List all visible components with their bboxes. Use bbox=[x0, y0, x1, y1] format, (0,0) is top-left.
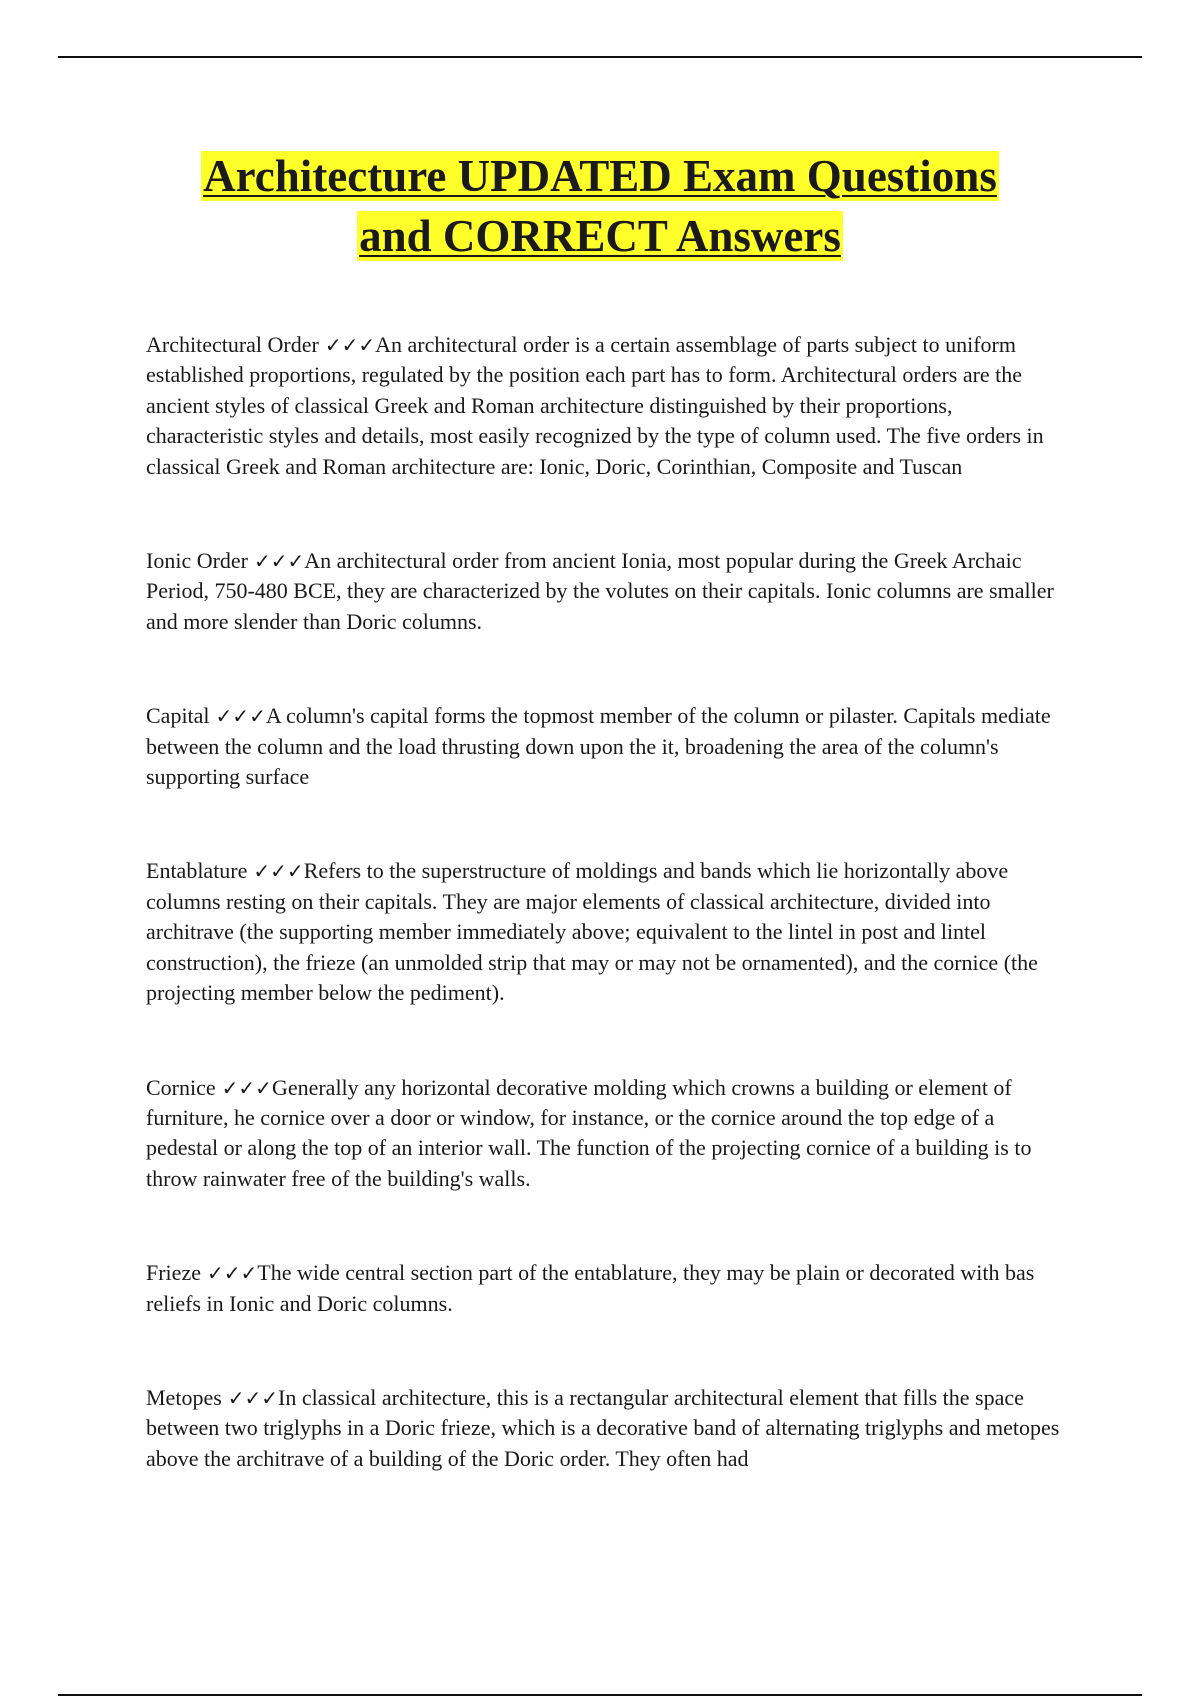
entry-definition: An architectural order is a certain assemblage of parts subject to uniform established proportions, regulated by the position each part has to form. Architectural orders are the ancient styles of classical Greek and Roman architecture distinguished by their proportions, characteristic styles and details, most easily recognized by the type of column used. The five orders in classical Greek and Roman architecture are: Ionic, Doric, Corinthian, Composite and Tuscan bbox=[146, 332, 1044, 479]
triple-check-icon: ✓✓✓ bbox=[227, 1385, 279, 1410]
entry-entablature bbox=[146, 856, 1066, 1008]
entry-ionic-order bbox=[146, 546, 1066, 637]
triple-check-icon: ✓✓✓ bbox=[215, 704, 266, 729]
entry-term: Cornice bbox=[146, 1074, 216, 1100]
triple-check-icon: ✓✓✓ bbox=[221, 1075, 272, 1100]
title-line-1: Architecture UPDATED Exam Questions bbox=[203, 151, 997, 201]
bottom-rule bbox=[58, 1694, 1142, 1696]
entry-capital bbox=[146, 701, 1066, 792]
entry-definition: The wide central section part of the entablature, they may be plain or decorated with bas reliefs in Ionic and Doric columns. bbox=[146, 1260, 1035, 1316]
entry-frieze bbox=[146, 1258, 1066, 1319]
top-rule bbox=[58, 56, 1142, 58]
entry-term: Capital bbox=[146, 703, 210, 729]
entry-cornice bbox=[146, 1073, 1066, 1195]
entry-definition: Refers to the superstructure of moldings and bands which lie horizontally above columns resting on their capitals. They are major elements of classical architecture, divided into architrave (the supporting member immediately above; equivalent to the lintel in post and lintel construction), the frieze (an unmolded strip that may or may not be ornamented), and the cornice (the projecting member below the pediment). bbox=[146, 858, 1038, 1006]
triple-check-icon: ✓✓✓ bbox=[253, 859, 304, 884]
entry-architectural-order bbox=[146, 330, 1066, 482]
entry-term: Entablature bbox=[146, 858, 248, 884]
triple-check-icon: ✓✓✓ bbox=[324, 333, 376, 357]
document-title bbox=[100, 146, 1100, 266]
entry-definition: A column's capital forms the topmost member of the column or pilaster. Capitals mediate between the column and the load thrusting down upon the it, broadening the area of the column's supporting surface bbox=[146, 703, 1051, 790]
entry-definition: Generally any horizontal decorative molding which crowns a building or element of furniture, he cornice over a door or window, for instance, or the cornice around the top edge of a pedestal or along the top of an interior wall. The function of the projecting cornice of a building is to throw rainwater free of the building's walls. bbox=[146, 1074, 1032, 1191]
entry-definition: An architectural order from ancient Ionia, most popular during the Greek Archaic Period, 750-480 BCE, they are characterized by the volutes on their capitals. Ionic columns are smaller and more slender than Doric columns. bbox=[146, 548, 1054, 634]
entry-term: Ionic Order bbox=[146, 548, 249, 574]
title-line-2: and CORRECT Answers bbox=[359, 211, 841, 261]
entry-term: Frieze bbox=[146, 1260, 201, 1286]
entry-term: Architectural Order bbox=[146, 332, 319, 357]
entry-term: Metopes bbox=[146, 1384, 222, 1410]
entry-list bbox=[146, 330, 1066, 1538]
entry-definition: In classical architecture, this is a rectangular architectural element that fills the space between two triglyphs in a Doric frieze, which is a decorative band of alternating triglyphs and metopes above the architrave of a building of the Doric order. They often had bbox=[146, 1384, 1060, 1471]
triple-check-icon: ✓✓✓ bbox=[254, 549, 305, 574]
entry-metopes bbox=[146, 1383, 1066, 1474]
triple-check-icon: ✓✓✓ bbox=[206, 1261, 258, 1286]
